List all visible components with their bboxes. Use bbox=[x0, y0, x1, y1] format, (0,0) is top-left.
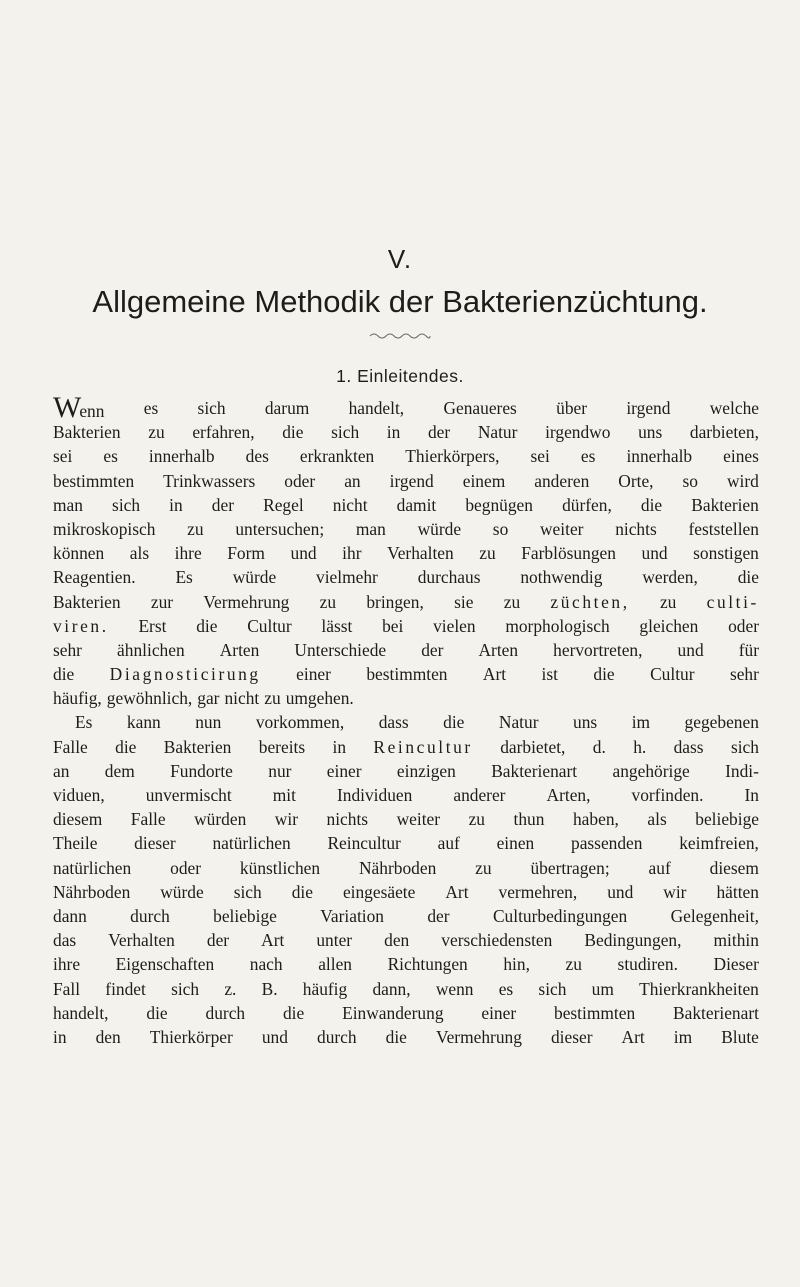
text-line bbox=[53, 662, 759, 686]
text-line bbox=[53, 590, 759, 614]
word: zu bbox=[565, 954, 582, 975]
word: der bbox=[421, 639, 444, 660]
word: lässt bbox=[321, 615, 353, 636]
word: Verhalten bbox=[387, 543, 454, 564]
word: Bedingungen, bbox=[584, 930, 682, 951]
word: Art bbox=[261, 930, 285, 951]
word: dieser bbox=[550, 1026, 593, 1047]
word: Bakterien bbox=[691, 494, 759, 515]
word: die bbox=[593, 664, 615, 685]
word: ihre bbox=[174, 543, 202, 564]
word: für bbox=[738, 639, 759, 660]
spaced-emphasis-text: züchten, bbox=[550, 591, 630, 612]
word: es bbox=[103, 446, 118, 467]
word: Eigenschaften bbox=[115, 954, 215, 975]
word: gar bbox=[197, 688, 220, 709]
word: dann bbox=[53, 905, 87, 926]
word: die bbox=[443, 712, 465, 733]
word: darum bbox=[264, 398, 310, 418]
word: einer bbox=[296, 664, 331, 685]
word: Arten bbox=[478, 639, 519, 660]
word: oder bbox=[170, 857, 202, 878]
word: Fundorte bbox=[170, 760, 233, 781]
word: Blute bbox=[721, 1026, 759, 1047]
word: Es bbox=[175, 567, 193, 588]
word: ihre bbox=[53, 954, 81, 975]
word: nun bbox=[195, 712, 222, 733]
word: Bakterien bbox=[163, 736, 232, 757]
word: B. bbox=[261, 978, 278, 999]
word: die bbox=[737, 567, 759, 588]
word: Indi- bbox=[725, 760, 759, 781]
word: in bbox=[53, 1026, 67, 1047]
spaced-emphasis-text: viren. bbox=[53, 615, 109, 636]
word: bestimmten bbox=[366, 664, 448, 685]
word: sich bbox=[197, 398, 226, 418]
word: handelt, bbox=[53, 1002, 109, 1023]
word: mit bbox=[272, 785, 296, 805]
word: Theile bbox=[53, 833, 98, 854]
text-line bbox=[53, 391, 759, 424]
word: darbietet, bbox=[500, 736, 566, 757]
word: auf bbox=[648, 857, 671, 878]
word: sei bbox=[53, 446, 73, 467]
text-line bbox=[53, 420, 759, 444]
word: das bbox=[53, 930, 77, 951]
word: würde bbox=[417, 518, 462, 539]
word: Richtungen bbox=[387, 954, 468, 975]
word: irgend bbox=[626, 398, 671, 418]
word: so bbox=[492, 518, 509, 539]
line-text: die bbox=[53, 664, 75, 685]
word: feststellen bbox=[688, 518, 759, 539]
word: keimfreien, bbox=[679, 833, 759, 854]
word: Natur bbox=[477, 422, 518, 443]
word: Culturbedingungen bbox=[492, 905, 628, 926]
text-line bbox=[53, 880, 759, 904]
word: handelt, bbox=[348, 398, 405, 418]
wavy-ornament-icon bbox=[368, 331, 432, 341]
word: in bbox=[169, 494, 183, 515]
word: wir bbox=[274, 809, 298, 830]
word: man bbox=[53, 494, 83, 515]
word: an bbox=[53, 760, 70, 781]
word: vorfinden. bbox=[631, 785, 704, 805]
word: würde bbox=[232, 567, 277, 588]
word: des bbox=[245, 446, 269, 467]
word: verschiedensten bbox=[441, 930, 553, 951]
word: wenn bbox=[435, 978, 474, 999]
word: der bbox=[211, 494, 234, 515]
word: irgend bbox=[389, 470, 434, 491]
word: Arten bbox=[219, 639, 260, 660]
word: Thierkörper bbox=[149, 1026, 233, 1047]
word: und bbox=[261, 1026, 288, 1047]
text-line bbox=[53, 977, 759, 1001]
word: und bbox=[677, 639, 704, 660]
word: bringen, bbox=[366, 591, 424, 612]
word: einer bbox=[481, 1002, 517, 1023]
word: die bbox=[115, 736, 137, 757]
word: in bbox=[332, 736, 347, 757]
word: beliebige bbox=[213, 905, 277, 926]
word: Trinkwassers bbox=[163, 470, 256, 491]
word: wird bbox=[727, 470, 759, 491]
word: z. bbox=[224, 978, 237, 999]
word: vorkommen, bbox=[255, 712, 345, 733]
word: Form bbox=[227, 543, 265, 564]
word: eingesäete bbox=[342, 881, 416, 902]
word: dürfen, bbox=[562, 494, 612, 515]
word: erkrankten bbox=[299, 446, 375, 467]
word: sehr bbox=[53, 639, 82, 660]
chapter-title: Allgemeine Methodik der Bakterienzüchtung. bbox=[92, 284, 708, 319]
word: Reincultur bbox=[327, 833, 401, 854]
word: Natur bbox=[498, 712, 539, 733]
word: passenden bbox=[571, 833, 643, 854]
word: Unterschiede bbox=[294, 639, 387, 660]
word: Farblösungen bbox=[521, 543, 616, 564]
word: innerhalb bbox=[148, 446, 215, 467]
word: die bbox=[282, 1002, 305, 1023]
word: hin, bbox=[503, 954, 530, 975]
word: haben, bbox=[572, 809, 619, 830]
text-line bbox=[53, 444, 759, 468]
text-line bbox=[53, 614, 759, 638]
word: nicht bbox=[332, 494, 368, 515]
word: Art bbox=[445, 881, 469, 902]
word: zu bbox=[319, 591, 337, 612]
word: häufig, bbox=[53, 688, 102, 709]
word: künstlichen bbox=[239, 857, 321, 878]
word: diesem bbox=[53, 809, 103, 830]
word: würden bbox=[194, 809, 247, 830]
word: erfahren, bbox=[192, 422, 255, 443]
word: damit bbox=[396, 494, 437, 515]
word: In bbox=[744, 785, 759, 805]
word: übertragen; bbox=[530, 857, 610, 878]
word: werden, bbox=[642, 567, 698, 588]
word: dem bbox=[104, 760, 135, 781]
word: dann, bbox=[372, 978, 411, 999]
word: nach bbox=[249, 954, 283, 975]
word: anderen bbox=[534, 470, 590, 491]
chapter-number: V. bbox=[387, 244, 413, 274]
word: den bbox=[95, 1026, 121, 1047]
word: Cultur bbox=[247, 615, 292, 636]
word: findet bbox=[105, 978, 146, 999]
word: im bbox=[631, 712, 651, 733]
word: sich bbox=[730, 736, 759, 757]
word: wir bbox=[663, 881, 687, 902]
word: nichts bbox=[615, 518, 657, 539]
word: studiren. bbox=[617, 954, 678, 975]
word: anderer bbox=[453, 785, 506, 805]
text-line bbox=[53, 928, 759, 952]
word: hervortreten, bbox=[553, 639, 643, 660]
word: Es bbox=[75, 712, 93, 733]
word: Bakterienart bbox=[491, 760, 578, 781]
spaced-emphasis-text: Reincultur bbox=[373, 736, 473, 757]
word: so bbox=[682, 470, 698, 491]
word: h. bbox=[633, 736, 647, 757]
word: der bbox=[427, 422, 451, 443]
word: der bbox=[206, 930, 230, 951]
word: und bbox=[641, 543, 668, 564]
word: durch bbox=[317, 1026, 357, 1047]
word: in bbox=[386, 422, 401, 443]
word: Genaueres bbox=[443, 398, 517, 418]
word: die bbox=[291, 881, 313, 902]
word: vielmehr bbox=[316, 567, 378, 588]
word: hätten bbox=[716, 881, 759, 902]
word: sich bbox=[171, 978, 200, 999]
text-line bbox=[53, 1025, 759, 1049]
word: weiter bbox=[540, 518, 584, 539]
text-line bbox=[53, 856, 759, 880]
word: Variation bbox=[320, 905, 384, 926]
word: Art bbox=[482, 664, 507, 685]
word: einem bbox=[462, 470, 506, 491]
word: weiter bbox=[396, 809, 441, 830]
word: Nährboden bbox=[359, 857, 437, 878]
word: einzigen bbox=[396, 760, 456, 781]
word: durch bbox=[130, 905, 170, 926]
word: um bbox=[591, 978, 614, 999]
word: d. bbox=[592, 736, 606, 757]
word: Arten, bbox=[546, 785, 591, 805]
word: nothwendig bbox=[520, 567, 603, 588]
word: Erst bbox=[138, 615, 167, 636]
word: durch bbox=[205, 1002, 246, 1023]
word: allen bbox=[318, 954, 352, 975]
word: darbieten, bbox=[689, 422, 759, 443]
word: es bbox=[143, 398, 159, 418]
word: an bbox=[344, 470, 361, 491]
word: zu bbox=[468, 809, 485, 830]
word: sonstigen bbox=[693, 543, 759, 564]
word: Thierkörpers, bbox=[405, 446, 500, 467]
word: über bbox=[556, 398, 588, 418]
initial-letter: W bbox=[53, 391, 82, 424]
word: die bbox=[146, 1002, 168, 1023]
word: thun bbox=[513, 809, 545, 830]
text-line bbox=[53, 469, 759, 493]
word: mikroskopisch bbox=[53, 518, 156, 539]
word: können bbox=[53, 543, 105, 564]
word: der bbox=[427, 905, 450, 926]
word: Regel bbox=[263, 494, 304, 515]
word: Art bbox=[621, 1026, 645, 1047]
word: und bbox=[290, 543, 317, 564]
word: zu bbox=[503, 591, 521, 612]
word: Verhalten bbox=[108, 930, 175, 951]
text-line bbox=[53, 904, 759, 928]
word: die bbox=[196, 615, 218, 636]
text-line bbox=[53, 783, 759, 807]
word: morphologisch bbox=[505, 615, 610, 636]
word: die bbox=[282, 422, 304, 443]
word: ähnlichen bbox=[117, 639, 185, 660]
text-line bbox=[53, 686, 759, 710]
word: sich bbox=[112, 494, 141, 515]
word: als bbox=[647, 809, 667, 830]
word: untersuchen; bbox=[235, 518, 325, 539]
word: Orte, bbox=[618, 470, 654, 491]
word: angehörige bbox=[612, 760, 690, 781]
word: Wenn bbox=[53, 391, 105, 424]
word: oder bbox=[728, 615, 759, 636]
word: dass bbox=[378, 712, 409, 733]
word: sich bbox=[233, 881, 262, 902]
word: mithin bbox=[713, 930, 759, 951]
section-heading: 1. Einleitendes. bbox=[336, 366, 464, 386]
word: eines bbox=[723, 446, 759, 467]
word: innerhalb bbox=[626, 446, 693, 467]
word: die bbox=[385, 1026, 407, 1047]
word: begnügen bbox=[465, 494, 533, 515]
word: einen bbox=[496, 833, 535, 854]
text-line bbox=[53, 565, 759, 589]
word: und bbox=[607, 881, 634, 902]
word: würde bbox=[160, 881, 204, 902]
word: zu bbox=[475, 857, 492, 878]
word: uns bbox=[638, 422, 663, 443]
word: unter bbox=[316, 930, 353, 951]
word: es bbox=[498, 978, 514, 999]
word: viduen, bbox=[53, 785, 105, 805]
word: Reagentien. bbox=[53, 567, 136, 588]
word: diesem bbox=[709, 857, 759, 878]
word: sich bbox=[331, 422, 360, 443]
word: Vermehrung bbox=[203, 591, 290, 612]
word: es bbox=[580, 446, 596, 467]
word: man bbox=[355, 518, 386, 539]
word: ist bbox=[541, 664, 558, 685]
text-line bbox=[53, 735, 759, 759]
word: Individuen bbox=[336, 785, 413, 805]
word: Gelegenheit, bbox=[670, 905, 759, 926]
word: nichts bbox=[326, 809, 369, 830]
word: Dieser bbox=[713, 954, 759, 975]
word: zu bbox=[187, 518, 204, 539]
text-line bbox=[53, 517, 759, 541]
word: Cultur bbox=[650, 664, 695, 685]
word: durchaus bbox=[417, 567, 481, 588]
word: einer bbox=[326, 760, 362, 781]
word: gegebenen bbox=[684, 712, 759, 733]
word: zu bbox=[479, 543, 496, 564]
word: Falle bbox=[130, 809, 166, 830]
word: nur bbox=[268, 760, 292, 781]
word: Falle bbox=[53, 736, 88, 757]
word: oder bbox=[284, 470, 316, 491]
text-line bbox=[53, 710, 759, 734]
word: Vermehrung bbox=[435, 1026, 522, 1047]
text-line bbox=[53, 541, 759, 565]
word: natürlichen bbox=[53, 857, 132, 878]
word: sie bbox=[454, 591, 474, 612]
word: dass bbox=[673, 736, 704, 757]
word: Nährboden bbox=[53, 881, 131, 902]
word: sei bbox=[530, 446, 550, 467]
line-text: zu bbox=[659, 591, 677, 612]
word: gewöhnlich, bbox=[106, 688, 193, 709]
word: umgehen. bbox=[285, 688, 354, 709]
word: Bakterien bbox=[53, 422, 121, 443]
word: kann bbox=[126, 712, 161, 733]
word: vermehren, bbox=[498, 881, 578, 902]
word: vielen bbox=[433, 615, 476, 636]
word: als bbox=[129, 543, 150, 564]
word: unvermischt bbox=[145, 785, 232, 805]
word: häufig bbox=[302, 978, 348, 999]
word: sich bbox=[538, 978, 567, 999]
text-line bbox=[53, 493, 759, 517]
word: Thierkrankheiten bbox=[639, 978, 759, 999]
word: die bbox=[640, 494, 663, 515]
word: zu bbox=[264, 688, 281, 709]
body-text bbox=[53, 391, 759, 1049]
word: sehr bbox=[729, 664, 759, 685]
spaced-emphasis-text: Diagnosticirung bbox=[109, 664, 261, 685]
word: Bakterien bbox=[53, 591, 121, 612]
text-line bbox=[53, 952, 759, 976]
word: im bbox=[673, 1026, 693, 1047]
word: uns bbox=[573, 712, 598, 733]
word: bestimmten bbox=[53, 470, 135, 491]
word: dieser bbox=[134, 833, 176, 854]
word: auf bbox=[437, 833, 460, 854]
text-line bbox=[53, 759, 759, 783]
word: ihr bbox=[342, 543, 362, 564]
word: beliebige bbox=[695, 809, 759, 830]
word: Einwanderung bbox=[342, 1002, 444, 1023]
word: irgendwo bbox=[545, 422, 611, 443]
word: den bbox=[384, 930, 410, 951]
word: zur bbox=[150, 591, 174, 612]
spaced-emphasis-text: culti- bbox=[706, 591, 759, 612]
word: bestimmten bbox=[554, 1002, 636, 1023]
text-line bbox=[53, 1001, 759, 1025]
word: bereits bbox=[258, 736, 306, 757]
word: zu bbox=[148, 422, 165, 443]
word: bei bbox=[382, 615, 404, 636]
word: natürlichen bbox=[212, 833, 291, 854]
word: Bakterienart bbox=[673, 1002, 759, 1023]
word: welche bbox=[709, 398, 759, 418]
text-line bbox=[53, 831, 759, 855]
word: Fall bbox=[53, 978, 81, 999]
word: nicht bbox=[224, 688, 260, 709]
text-line bbox=[53, 807, 759, 831]
text-line bbox=[53, 638, 759, 662]
word: gleichen bbox=[639, 615, 699, 636]
